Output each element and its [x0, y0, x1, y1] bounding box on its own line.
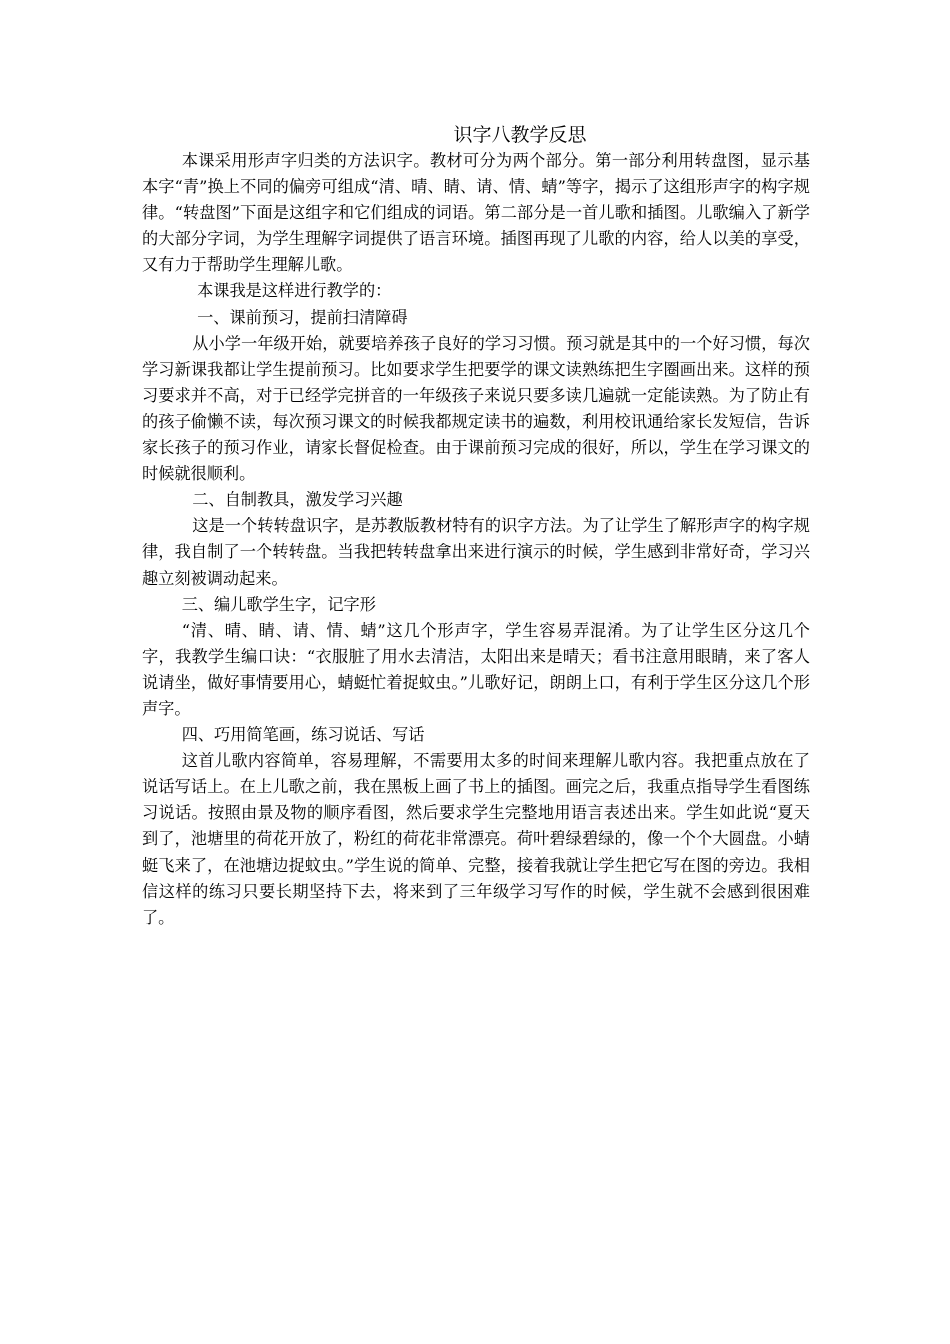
paragraph-method-lead: 本课我是这样进行教学的：	[197, 281, 392, 301]
paragraph-intro: 本课采用形声字归类的方法识字。教材可分为两个部分。第一部分利用转盘图，显示基本字“青”换上不同的偏旁可组成“清、晴、睛、请、情、蜻”等字，揭示了这组形声字的构字规律。“转盘图”下面是这组字和它们组成的词语。第二部分是一首儿歌和插图。儿歌编入了新学的大部分字词，为学生理解字词提供了语言环境。插图再现了儿歌的内容，给人以美的享受，又有力于帮助学生理解儿歌。	[142, 151, 810, 275]
paragraph-section-3: “清、晴、睛、请、情、蜻”这几个形声字，学生容易弄混淆。为了让学生区分这几个字，我教学生编口诀：“衣服脏了用水去清洁，太阳出来是晴天；看书注意用眼睛，来了客人说请坐，做好事情要用心，蜻蜓忙着捉蚊虫。”儿歌好记，朗朗上口，有利于学生区分这几个形声字。	[142, 620, 810, 718]
paragraph-section-2: 这是一个转转盘识字，是苏教版教材特有的识字方法。为了让学生了解形声字的构字规律，我自制了一个转转盘。当我把转转盘拿出来进行演示的时候，学生感到非常好奇，学习兴趣立刻被调动起来。	[142, 516, 810, 588]
section-heading-2: 二、自制教具，激发学习兴趣	[192, 490, 403, 510]
paragraph-section-4: 这首儿歌内容简单，容易理解，不需要用太多的时间来理解儿歌内容。我把重点放在了说话写话上。在上儿歌之前，我在黑板上画了书上的插图。画完之后，我重点指导学生看图练习说话。按照由景及物的顺序看图，然后要求学生完整地用语言表述出来。学生如此说“夏天到了，池塘里的荷花开放了，粉红的荷花非常漂亮。荷叶碧绿碧绿的，像一个个大圆盘。小蜻蜓飞来了，在池塘边捉蚊虫。”学生说的简单、完整，接着我就让学生把它写在图的旁边。我相信这样的练习只要长期坚持下去，将来到了三年级学习写作的时候，学生就不会感到很困难了。	[142, 751, 810, 927]
section-heading-1: 一、课前预习，提前扫清障碍	[197, 307, 408, 327]
section-heading-3: 三、编儿歌学生字，记字形	[181, 594, 376, 614]
document-title: 识字八教学反思	[453, 124, 587, 146]
section-heading-4: 四、巧用简笔画，练习说话、写话	[181, 725, 425, 745]
document-body	[142, 148, 810, 931]
paragraph-section-1: 从小学一年级开始，就要培养孩子良好的学习习惯。预习就是其中的一个好习惯，每次学习新课我都让学生提前预习。比如要求学生把要学的课文读熟练把生字圈画出来。这样的预习要求并不高，对于已经学完拼音的一年级孩子来说只要多读几遍就一定能读熟。为了防止有的孩子偷懒不读，每次预习课文的时候我都规定读书的遍数，利用校讯通给家长发短信，告诉家长孩子的预习作业，请家长督促检查。由于课前预习完成的很好，所以，学生在学习课文的时候就很顺利。	[142, 333, 810, 484]
